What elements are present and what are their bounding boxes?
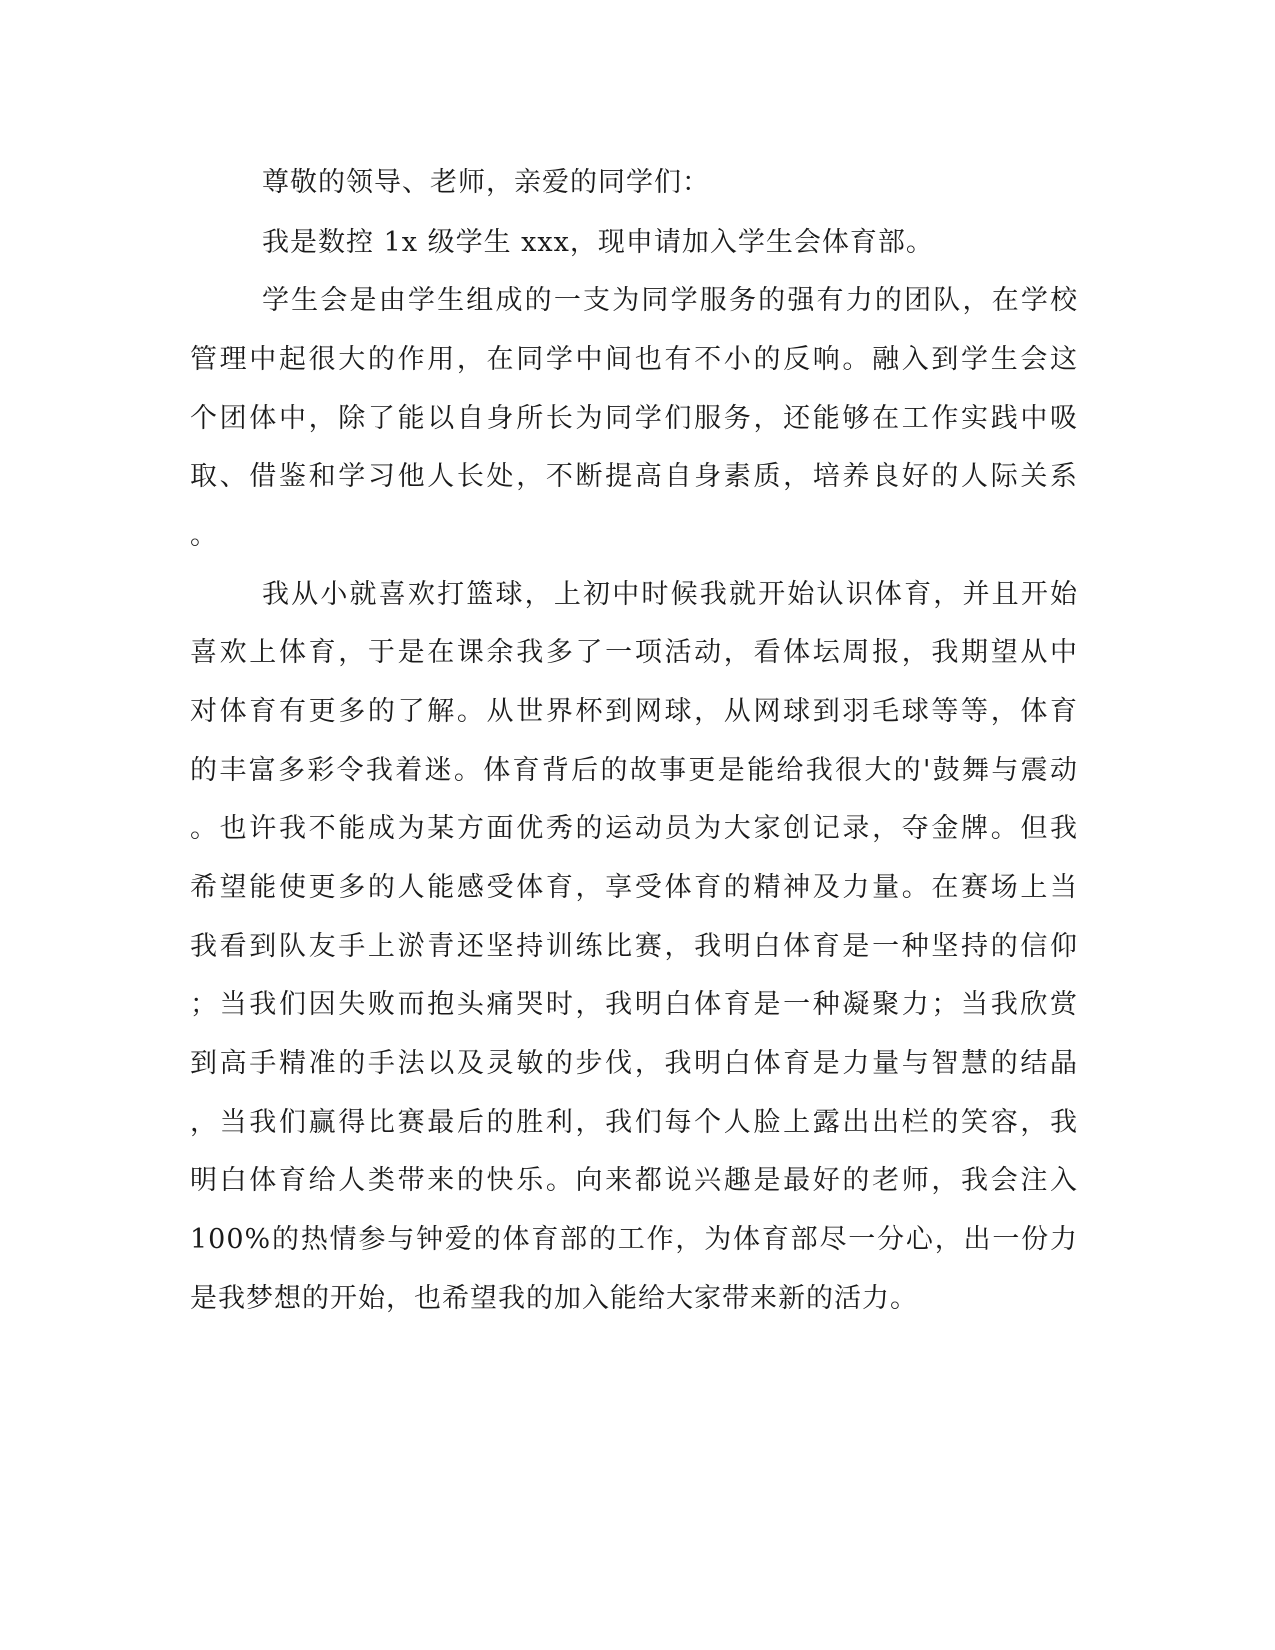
paragraph-line: 我从小就喜欢打篮球，上初中时候我就开始认识体育，并且开始	[262, 579, 1078, 610]
paragraph-line: 取、借鉴和学习他人长处，不断提高自身素质，培养良好的人际关系	[190, 461, 1078, 492]
paragraph-line: 对体育有更多的了解。从世界杯到网球，从网球到羽毛球等等，体育	[190, 696, 1078, 727]
paragraph-line: ；当我们因失败而抱头痛哭时，我明白体育是一种凝聚力；当我欣赏	[190, 989, 1078, 1020]
intro-line: 我是数控 1x 级学生 xxx，现申请加入学生会体育部。	[262, 227, 934, 258]
greeting-line: 尊敬的领导、老师，亲爱的同学们：	[262, 167, 710, 198]
paragraph-line: 。也许我不能成为某方面优秀的运动员为大家创记录，夺金牌。但我	[190, 813, 1078, 844]
paragraph-line: 学生会是由学生组成的一支为同学服务的强有力的团队，在学校	[262, 285, 1078, 316]
paragraph-line: 。	[190, 520, 218, 551]
paragraph-line: 希望能使更多的人能感受体育，享受体育的精神及力量。在赛场上当	[190, 872, 1078, 903]
paragraph-line: 是我梦想的开始，也希望我的加入能给大家带来新的活力。	[190, 1283, 918, 1314]
paragraph-line: 我看到队友手上淤青还坚持训练比赛，我明白体育是一种坚持的信仰	[190, 931, 1078, 962]
paragraph-line: 管理中起很大的作用，在同学中间也有不小的反响。融入到学生会这	[190, 344, 1078, 375]
paragraph-line: 个团体中，除了能以自身所长为同学们服务，还能够在工作实践中吸	[190, 403, 1078, 434]
paragraph-line: 明白体育给人类带来的快乐。向来都说兴趣是最好的老师，我会注入	[190, 1165, 1078, 1196]
paragraph-line: 到高手精准的手法以及灵敏的步伐，我明白体育是力量与智慧的结晶	[190, 1048, 1078, 1079]
paragraph-line: 的丰富多彩令我着迷。体育背后的故事更是能给我很大的'鼓舞与震动	[190, 755, 1078, 786]
paragraph-line: 100%的热情参与钟爱的体育部的工作，为体育部尽一分心，出一份力	[190, 1224, 1078, 1255]
paragraph-line: ，当我们赢得比赛最后的胜利，我们每个人脸上露出出栏的笑容，我	[190, 1107, 1078, 1138]
paragraph-line: 喜欢上体育，于是在课余我多了一项活动，看体坛周报，我期望从中	[190, 637, 1078, 668]
